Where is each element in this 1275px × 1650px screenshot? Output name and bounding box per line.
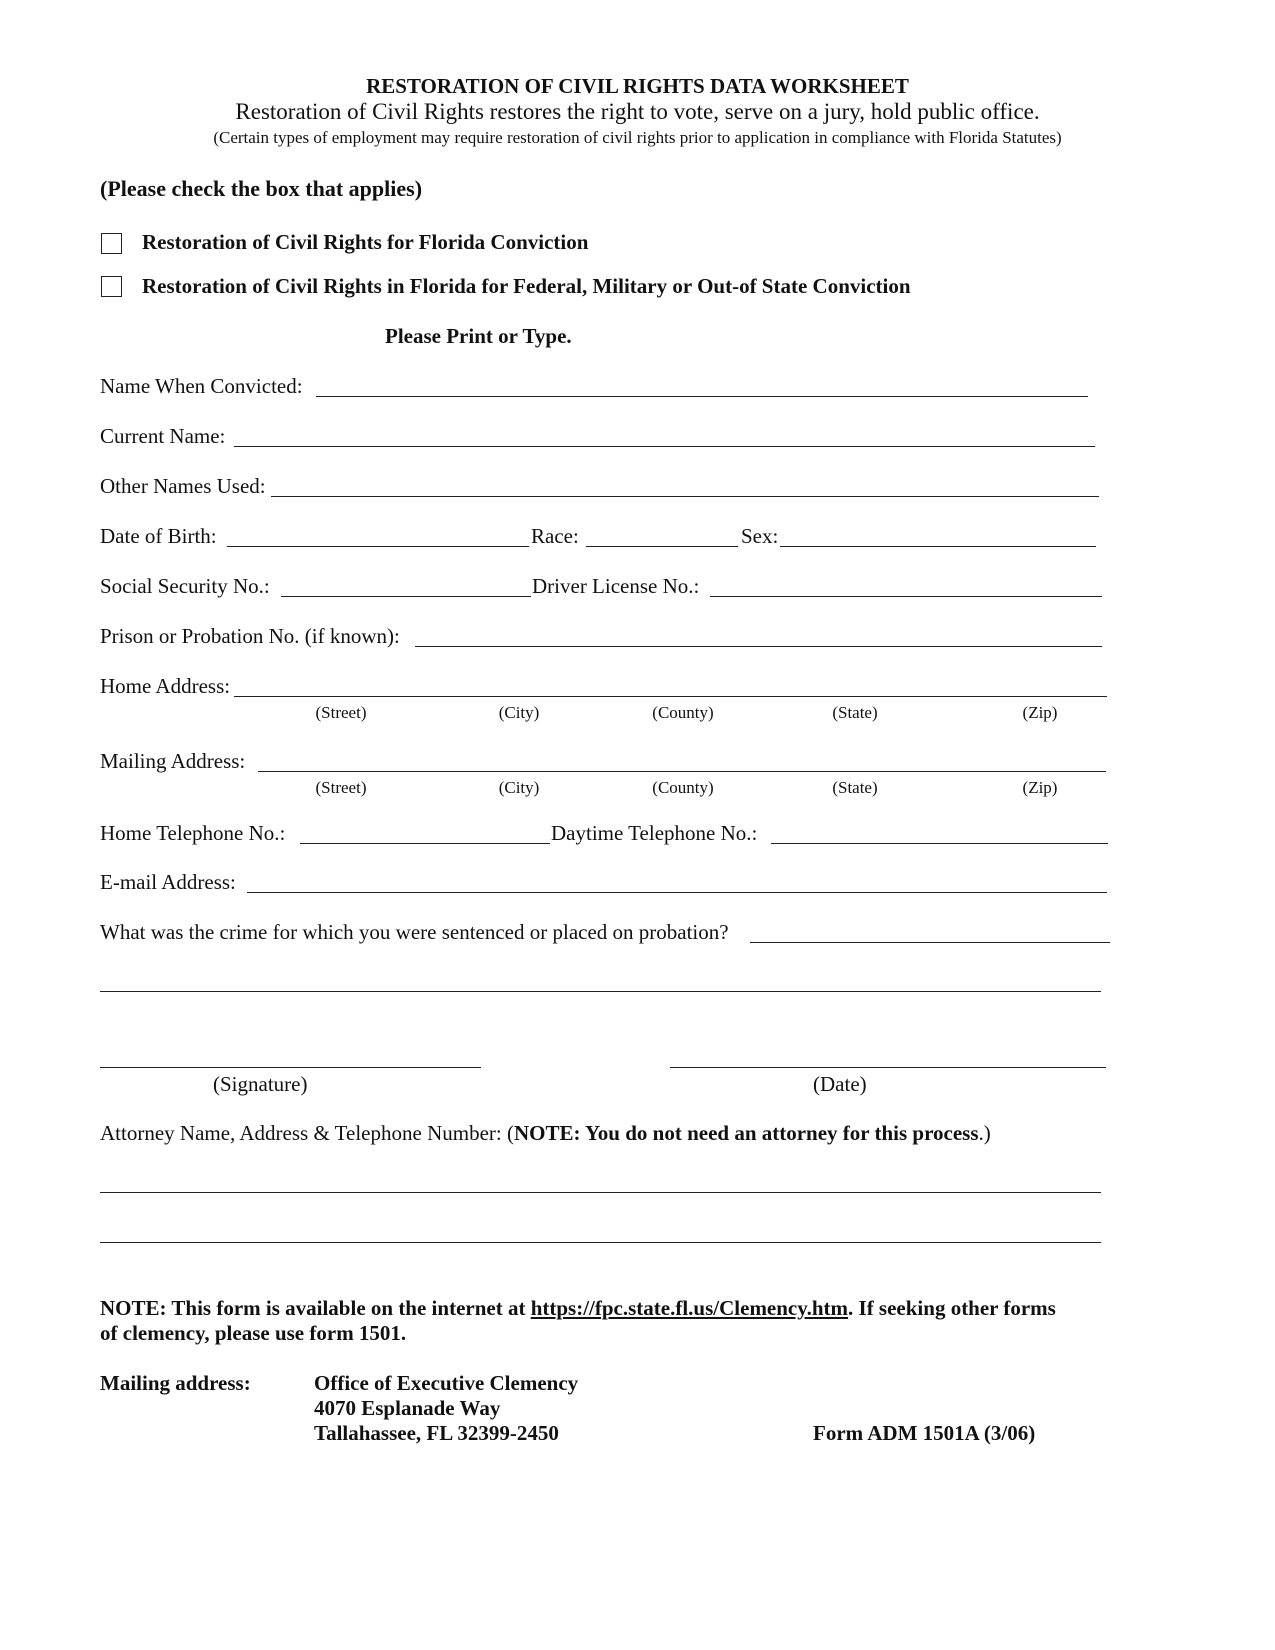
signature-field[interactable] [102,1042,483,1068]
mailing-county-caption: (County) [652,778,714,797]
driver-license-field[interactable] [712,571,1104,597]
prison-number-label: Prison or Probation No. (if known): [100,624,400,648]
date-caption: (Date) [813,1072,867,1096]
home-address-label: Home Address: [100,674,231,698]
attorney-label-text: Attorney Name, Address & Telephone Number: ( [100,1121,514,1145]
home-phone-field[interactable] [302,818,552,844]
sex-label: Sex: [741,524,779,548]
office-name: Office of Executive Clemency [314,1371,579,1395]
home-street-caption: (Street) [315,703,367,722]
print-or-type-note: Please Print or Type. [385,324,572,348]
mailing-state-caption: (State) [832,778,878,797]
name-when-convicted-label: Name When Convicted: [100,374,303,398]
form-note: (Certain types of employment may require restoration of civil rights prior to application in compliance with Florida Statutes) [213,128,1062,147]
mailing-street-caption: (Street) [315,778,367,797]
attorney-note: NOTE: You do not need an attorney for this process [513,1121,979,1145]
checkbox-out-of-state-conviction[interactable] [101,276,122,297]
form-subtitle: Restoration of Civil Rights restores the right to vote, serve on a jury, hold public office. [235,99,1040,124]
checkbox-florida-conviction[interactable] [101,233,122,254]
email-label: E-mail Address: [100,870,236,894]
dob-label: Date of Birth: [100,524,217,548]
home-zip-caption: (Zip) [1022,703,1058,722]
form-id: Form ADM 1501A (3/06) [813,1421,1036,1445]
attorney-field-1[interactable] [102,1167,1103,1193]
current-name-label: Current Name: [100,424,226,448]
footer-note-suffix: . If seeking other forms [848,1296,1056,1320]
form-title: RESTORATION OF CIVIL RIGHTS DATA WORKSHEET [366,74,909,98]
attorney-label [100,1121,991,1146]
driver-license-label: Driver License No.: [532,574,700,598]
other-names-label: Other Names Used: [100,474,266,498]
sex-field[interactable] [782,521,1098,547]
current-name-field[interactable] [236,421,1097,447]
crime-field-1[interactable] [752,917,1112,943]
mailing-address-field[interactable] [260,746,1108,772]
home-address-field[interactable] [236,671,1109,697]
date-field[interactable] [672,1042,1108,1068]
prison-number-field[interactable] [417,621,1104,647]
home-county-caption: (County) [652,703,714,722]
daytime-phone-field[interactable] [773,818,1110,844]
mailing-address-heading: Mailing address: [100,1371,251,1395]
ssn-field[interactable] [283,571,533,597]
race-label: Race: [531,524,579,548]
ssn-label: Social Security No.: [100,574,270,598]
mailing-zip-caption: (Zip) [1022,778,1058,797]
home-phone-label: Home Telephone No.: [100,821,286,845]
other-names-field[interactable] [273,471,1101,497]
mailing-city-caption: (City) [498,778,540,797]
clemency-website-link[interactable]: https://fpc.state.fl.us/Clemency.htm [530,1296,849,1320]
crime-field-2[interactable] [102,966,1103,992]
signature-caption: (Signature) [213,1072,308,1096]
home-state-caption: (State) [832,703,878,722]
footer-note-line-1 [100,1296,1056,1321]
race-field[interactable] [588,521,740,547]
office-street: 4070 Esplanade Way [314,1396,501,1420]
office-city: Tallahassee, FL 32399-2450 [314,1421,559,1445]
daytime-phone-label: Daytime Telephone No.: [551,821,758,845]
footer-note-prefix: NOTE: This form is available on the internet at [100,1296,531,1320]
crime-question-label: What was the crime for which you were sentenced or placed on probation? [100,920,729,944]
dob-field[interactable] [229,521,531,547]
mailing-address-label: Mailing Address: [100,749,246,773]
attorney-label-close: .) [978,1121,991,1145]
email-field[interactable] [249,867,1109,893]
checkbox-florida-conviction-label: Restoration of Civil Rights for Florida Conviction [142,230,589,254]
checkbox-out-of-state-conviction-label: Restoration of Civil Rights in Florida for Federal, Military or Out-of State Conviction [142,274,911,298]
name-when-convicted-field[interactable] [318,371,1090,397]
home-city-caption: (City) [498,703,540,722]
attorney-field-2[interactable] [102,1217,1103,1243]
check-instruction: (Please check the box that applies) [100,176,423,201]
footer-note-line-2: of clemency, please use form 1501. [100,1321,407,1345]
